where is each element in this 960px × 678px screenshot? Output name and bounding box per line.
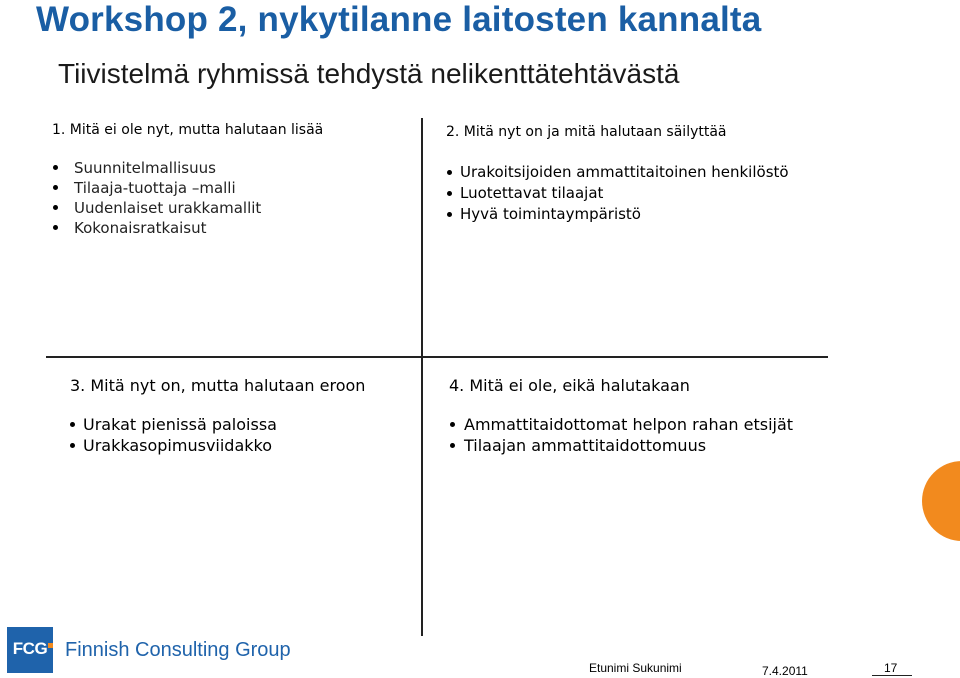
- logo-dot: [48, 643, 53, 648]
- footer-rule: [872, 675, 912, 676]
- list-item: Kokonaisratkaisut: [74, 218, 323, 238]
- vertical-divider: [421, 118, 423, 636]
- quadrant-2-list: [446, 162, 789, 225]
- quadrant-1-list: [52, 158, 323, 238]
- list-item: Tilaaja-tuottaja –malli: [74, 178, 323, 198]
- company-name: Finnish Consulting Group: [65, 639, 291, 661]
- quadrant-1: [52, 122, 323, 238]
- quadrant-3-heading: 3. Mitä nyt on, mutta halutaan eroon: [70, 376, 366, 395]
- slide-subtitle: Tiivistelmä ryhmissä tehdystä nelikenttätehtävästä: [58, 58, 680, 89]
- page-number: 17: [884, 661, 898, 675]
- decorative-circle: [922, 461, 960, 541]
- fcg-logo: [7, 627, 53, 673]
- list-item: Suunnitelmallisuus: [74, 158, 323, 178]
- slide-title: Workshop 2, nykytilanne laitosten kannalta: [36, 0, 762, 39]
- quadrant-4: [449, 376, 793, 456]
- list-item: Urakkasopimusviidakko: [83, 435, 365, 456]
- quadrant-2: [446, 124, 789, 225]
- quadrant-4-list: [449, 414, 793, 456]
- list-item: Urakat pienissä paloissa: [83, 414, 365, 435]
- list-item: Ammattitaidottomat helpon rahan etsijät: [464, 415, 794, 434]
- quadrant-4-heading: 4. Mitä ei ole, eikä halutakaan: [449, 376, 690, 395]
- logo-text: FCG: [12, 639, 48, 658]
- list-item: Hyvä toimintaympäristö: [460, 204, 789, 225]
- quadrant-3: [70, 376, 365, 456]
- footer-author: Etunimi Sukunimi: [589, 661, 682, 675]
- list-item: Luotettavat tilaajat: [460, 183, 789, 204]
- list-item: Urakoitsijoiden ammattitaitoinen henkilöstö: [460, 163, 789, 181]
- list-item: Tilaajan ammattitaidottomuus: [464, 435, 793, 456]
- list-item: Uudenlaiset urakkamallit: [74, 198, 323, 218]
- quadrant-2-heading: 2. Mitä nyt on ja mitä halutaan säilyttää: [446, 124, 727, 140]
- quadrant-3-list: [70, 414, 365, 456]
- footer-date: 7.4.2011: [762, 664, 808, 678]
- quadrant-1-heading: 1. Mitä ei ole nyt, mutta halutaan lisää: [52, 122, 324, 138]
- horizontal-divider: [46, 356, 828, 358]
